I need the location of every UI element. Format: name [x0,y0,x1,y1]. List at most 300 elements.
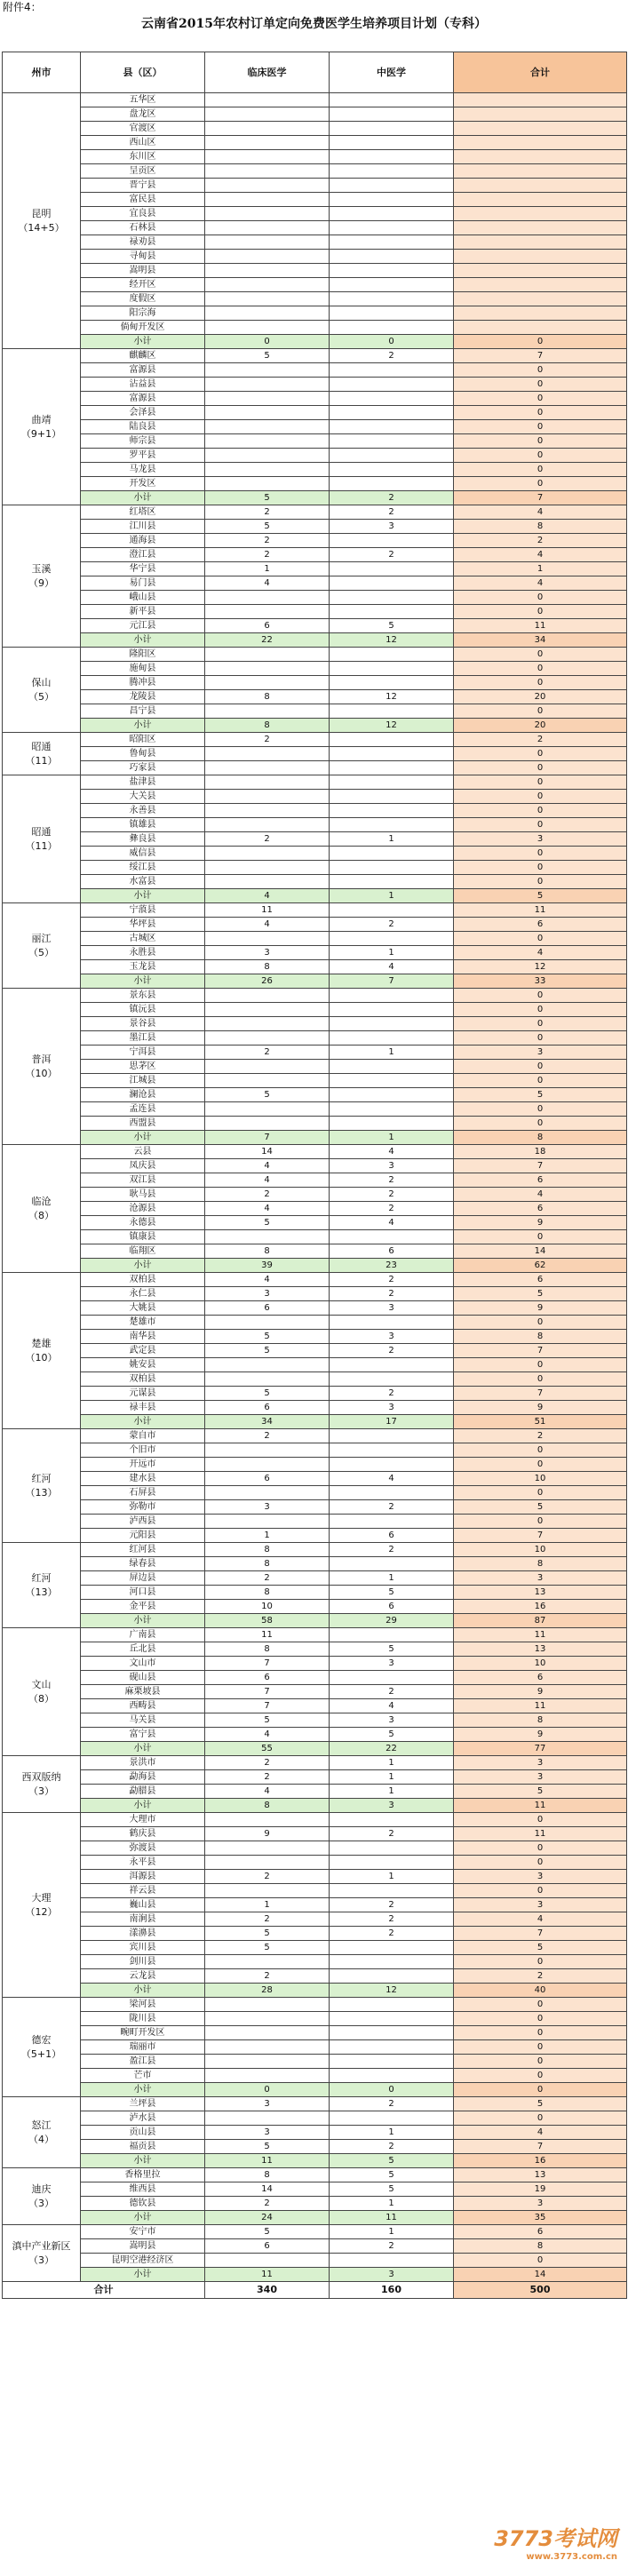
tcm-cell [330,250,454,264]
subtotal-row [3,2083,627,2097]
clinical-cell: 6 [205,2239,330,2254]
county-cell: 瑞丽市 [81,2040,205,2055]
subtotal-tcm: 2 [330,491,454,505]
total-cell: 5 [454,1785,627,1799]
tcm-cell: 2 [330,1912,454,1927]
subtotal-label: 小计 [81,1799,205,1813]
tcm-cell [330,733,454,747]
table-row [3,1941,627,1955]
county-cell: 龙陵县 [81,690,205,704]
clinical-cell [205,648,330,662]
county-cell: 金平县 [81,1600,205,1614]
total-cell: 3 [454,2197,627,2211]
table-row [3,576,627,591]
county-cell: 巍山县 [81,1898,205,1912]
clinical-cell: 8 [205,960,330,974]
table-row [3,1074,627,1088]
subtotal-tcm: 3 [330,2268,454,2282]
tcm-cell: 2 [330,1898,454,1912]
region-name: 普洱 [31,1053,52,1065]
total-cell: 5 [454,1500,627,1515]
county-cell: 弥勒市 [81,1500,205,1515]
total-cell: 0 [454,2055,627,2069]
subtotal-total: 8 [454,1131,627,1145]
county-cell: 泸水县 [81,2111,205,2126]
table-row [3,1244,627,1259]
tcm-cell [330,306,454,321]
total-cell: 0 [454,1372,627,1387]
clinical-cell: 5 [205,1088,330,1102]
grand-total-tcm: 160 [330,2282,454,2299]
table-row [3,1728,627,1742]
table-row [3,1500,627,1515]
county-cell: 孟连县 [81,1102,205,1117]
tcm-cell [330,264,454,278]
table-row [3,2069,627,2083]
county-cell: 五华区 [81,93,205,107]
tcm-cell [330,93,454,107]
table-row [3,1102,627,1117]
region-cell [3,1998,81,2097]
total-cell [454,321,627,335]
subtotal-total: 40 [454,1984,627,1998]
total-cell: 0 [454,1813,627,1827]
county-cell: 西畴县 [81,1699,205,1713]
county-cell: 永仁县 [81,1287,205,1301]
county-cell: 寻甸县 [81,250,205,264]
total-cell: 13 [454,1586,627,1600]
subtotal-tcm: 1 [330,1131,454,1145]
clinical-cell [205,1955,330,1969]
watermark-url: www.3773.com.cn [526,2552,617,2562]
county-cell: 东川区 [81,150,205,164]
table-row [3,605,627,619]
table-body [3,93,627,2299]
tcm-cell: 2 [330,918,454,932]
subtotal-clinical: 34 [205,1415,330,1429]
county-cell: 彝良县 [81,832,205,847]
region-cell [3,1813,81,1998]
tcm-cell [330,818,454,832]
county-cell: 开远市 [81,1458,205,1472]
tcm-cell: 4 [330,960,454,974]
subtotal-label: 小计 [81,889,205,903]
table-row [3,1216,627,1230]
table-row [3,918,627,932]
region-name: 丽江 [31,932,52,944]
table-row [3,2140,627,2154]
clinical-cell [205,932,330,946]
tcm-cell [330,122,454,136]
total-cell: 1 [454,562,627,576]
table-row [3,747,627,761]
clinical-cell [205,1998,330,2012]
county-cell: 临翔区 [81,1244,205,1259]
subtotal-total: 11 [454,1799,627,1813]
table-row [3,1955,627,1969]
table-row [3,2055,627,2069]
subtotal-clinical: 28 [205,1984,330,1998]
tcm-cell [330,292,454,306]
total-cell: 0 [454,1998,627,2012]
table-row [3,321,627,335]
county-cell: 德钦县 [81,2197,205,2211]
clinical-cell: 14 [205,1145,330,1159]
table-row [3,520,627,534]
tcm-cell [330,2111,454,2126]
clinical-cell [205,790,330,804]
county-cell: 芒市 [81,2069,205,2083]
county-cell: 墨江县 [81,1031,205,1046]
subtotal-label: 小计 [81,2154,205,2168]
region-name: 文山 [31,1678,52,1690]
subtotal-clinical: 39 [205,1259,330,1273]
county-cell: 元江县 [81,619,205,633]
total-cell: 0 [454,861,627,875]
total-cell: 11 [454,619,627,633]
tcm-cell [330,2055,454,2069]
county-cell: 晋宁县 [81,179,205,193]
total-cell: 14 [454,1244,627,1259]
county-cell: 陆良县 [81,420,205,434]
county-cell: 水富县 [81,875,205,889]
clinical-cell: 3 [205,2097,330,2111]
total-cell: 0 [454,804,627,818]
subtotal-total: 16 [454,2154,627,2168]
county-cell: 开发区 [81,477,205,491]
tcm-cell: 1 [330,946,454,960]
county-cell: 勐海县 [81,1770,205,1785]
clinical-cell [205,221,330,235]
column-header-clinical: 临床医学 [205,52,330,93]
tcm-cell: 2 [330,1685,454,1699]
tcm-cell [330,1003,454,1017]
table-row [3,1358,627,1372]
tcm-cell [330,932,454,946]
clinical-cell: 14 [205,2182,330,2197]
county-cell: 玉龙县 [81,960,205,974]
total-cell: 16 [454,1600,627,1614]
table-row [3,292,627,306]
total-cell: 12 [454,960,627,974]
table-row [3,264,627,278]
county-cell: 镇雄县 [81,818,205,832]
tcm-cell [330,107,454,122]
total-cell: 13 [454,2168,627,2182]
subtotal-tcm: 5 [330,2154,454,2168]
tcm-cell: 2 [330,2097,454,2111]
total-cell: 0 [454,591,627,605]
clinical-cell: 8 [205,1557,330,1571]
total-cell [454,264,627,278]
total-cell: 0 [454,1856,627,1870]
table-row [3,1443,627,1458]
subtotal-tcm: 0 [330,2083,454,2097]
subtotal-label: 小计 [81,491,205,505]
county-cell: 耿马县 [81,1188,205,1202]
tcm-cell: 1 [330,2126,454,2140]
table-row [3,548,627,562]
clinical-cell [205,93,330,107]
clinical-cell: 5 [205,520,330,534]
tcm-cell: 4 [330,1699,454,1713]
tcm-cell [330,576,454,591]
county-cell: 永德县 [81,1216,205,1230]
region-cell [3,93,81,349]
table-row [3,1429,627,1443]
subtotal-tcm: 23 [330,1259,454,1273]
tcm-cell: 5 [330,1586,454,1600]
subtotal-row [3,2268,627,2282]
table-row [3,1401,627,1415]
subtotal-total: 0 [454,2083,627,2097]
subtotal-tcm: 12 [330,719,454,733]
tcm-cell: 6 [330,1529,454,1543]
clinical-cell [205,2040,330,2055]
clinical-cell: 4 [205,1728,330,1742]
total-cell: 0 [454,704,627,719]
tcm-cell: 3 [330,1401,454,1415]
subtotal-total: 34 [454,633,627,648]
subtotal-tcm: 22 [330,1742,454,1756]
table-row [3,449,627,463]
region-quota: （9） [28,576,54,589]
tcm-cell [330,1372,454,1387]
county-cell: 永平县 [81,1856,205,1870]
clinical-cell [205,1102,330,1117]
total-cell: 0 [454,1841,627,1856]
table-row [3,832,627,847]
table-row [3,932,627,946]
county-cell: 禄丰县 [81,1401,205,1415]
total-cell: 4 [454,1188,627,1202]
tcm-cell [330,1088,454,1102]
total-cell: 8 [454,2239,627,2254]
tcm-cell: 5 [330,2168,454,2182]
table-row [3,1515,627,1529]
table-row [3,775,627,790]
subtotal-total: 87 [454,1614,627,1628]
attachment-label: 附件4： [3,1,42,13]
table-row [3,1543,627,1557]
tcm-cell [330,406,454,420]
county-cell: 砚山县 [81,1671,205,1685]
clinical-cell: 7 [205,1699,330,1713]
table-row [3,1387,627,1401]
total-cell [454,164,627,179]
clinical-cell: 10 [205,1600,330,1614]
total-cell: 0 [454,1884,627,1898]
tcm-cell [330,193,454,207]
subtotal-row [3,335,627,349]
table-row [3,1628,627,1642]
table-row [3,1472,627,1486]
clinical-cell [205,363,330,378]
total-cell: 11 [454,1628,627,1642]
clinical-cell: 4 [205,1273,330,1287]
clinical-cell [205,378,330,392]
table-row [3,1088,627,1102]
total-cell: 0 [454,406,627,420]
clinical-cell [205,306,330,321]
county-cell: 畹町开发区 [81,2026,205,2040]
county-cell: 建水县 [81,1472,205,1486]
county-cell: 昆明空港经济区 [81,2254,205,2268]
clinical-cell: 2 [205,1756,330,1770]
region-quota: （5） [28,946,54,958]
total-cell: 0 [454,378,627,392]
county-cell: 绿春县 [81,1557,205,1571]
county-cell: 马龙县 [81,463,205,477]
tcm-cell [330,1429,454,1443]
table-row [3,406,627,420]
subtotal-clinical: 4 [205,889,330,903]
subtotal-label: 小计 [81,335,205,349]
subtotal-label: 小计 [81,633,205,648]
clinical-cell: 5 [205,1713,330,1728]
county-cell: 景东县 [81,989,205,1003]
tcm-cell: 1 [330,1756,454,1770]
region-cell [3,505,81,648]
county-cell: 漾濞县 [81,1927,205,1941]
region-name: 昭通 [31,740,52,752]
total-cell [454,306,627,321]
tcm-cell [330,1316,454,1330]
total-cell: 0 [454,1443,627,1458]
clinical-cell: 4 [205,1173,330,1188]
table-row [3,1230,627,1244]
clinical-cell: 2 [205,534,330,548]
clinical-cell [205,150,330,164]
total-cell [454,278,627,292]
subtotal-label: 小计 [81,2268,205,2282]
county-cell: 罗平县 [81,449,205,463]
clinical-cell [205,392,330,406]
table-row [3,1657,627,1671]
table-row [3,363,627,378]
county-cell: 永胜县 [81,946,205,960]
table-row [3,107,627,122]
clinical-cell: 5 [205,1216,330,1230]
total-cell: 0 [454,1486,627,1500]
clinical-cell: 11 [205,903,330,918]
total-cell: 11 [454,1827,627,1841]
total-cell: 7 [454,1529,627,1543]
tcm-cell [330,1955,454,1969]
county-cell: 宾川县 [81,1941,205,1955]
tcm-cell: 2 [330,548,454,562]
total-cell: 6 [454,1173,627,1188]
subtotal-clinical: 8 [205,719,330,733]
region-cell [3,903,81,989]
subtotal-tcm: 3 [330,1799,454,1813]
total-cell [454,221,627,235]
tcm-cell: 5 [330,1728,454,1742]
county-cell: 勐腊县 [81,1785,205,1799]
tcm-cell [330,790,454,804]
clinical-cell [205,847,330,861]
clinical-cell [205,463,330,477]
county-cell: 鹤庆县 [81,1827,205,1841]
table-row [3,875,627,889]
region-quota: （8） [28,1692,54,1705]
total-cell: 3 [454,1756,627,1770]
clinical-cell [205,1117,330,1131]
clinical-cell [205,1884,330,1898]
total-cell: 0 [454,1358,627,1372]
total-cell: 0 [454,2254,627,2268]
clinical-cell [205,278,330,292]
region-quota: （10） [25,1351,58,1364]
table-row [3,903,627,918]
clinical-cell: 3 [205,946,330,960]
clinical-cell: 6 [205,1671,330,1685]
table-row [3,1344,627,1358]
table-row [3,1969,627,1984]
total-cell [454,250,627,264]
clinical-cell: 7 [205,1685,330,1699]
subtotal-row [3,1614,627,1628]
total-cell: 0 [454,1230,627,1244]
county-cell: 大姚县 [81,1301,205,1316]
tcm-cell [330,562,454,576]
tcm-cell [330,605,454,619]
subtotal-clinical: 55 [205,1742,330,1756]
county-cell: 昭阳区 [81,733,205,747]
county-cell: 兰坪县 [81,2097,205,2111]
total-cell: 0 [454,363,627,378]
clinical-cell: 5 [205,2225,330,2239]
total-cell: 3 [454,1870,627,1884]
clinical-cell: 2 [205,1046,330,1060]
table-row [3,1756,627,1770]
table-row [3,122,627,136]
county-cell: 沾益县 [81,378,205,392]
subtotal-label: 小计 [81,1614,205,1628]
clinical-cell [205,1372,330,1387]
table-row [3,847,627,861]
grand-total-clinical: 340 [205,2282,330,2299]
county-cell: 江城县 [81,1074,205,1088]
subtotal-clinical: 8 [205,1799,330,1813]
tcm-cell: 2 [330,1500,454,1515]
county-cell: 陇川县 [81,2012,205,2026]
clinical-cell: 2 [205,1429,330,1443]
total-cell: 0 [454,875,627,889]
subtotal-tcm: 1 [330,889,454,903]
clinical-cell [205,662,330,676]
region-quota: （12） [25,1905,58,1918]
county-cell: 峨山县 [81,591,205,605]
county-cell: 沧源县 [81,1202,205,1216]
table-row [3,349,627,363]
tcm-cell [330,1856,454,1870]
table-row [3,250,627,264]
subtotal-clinical: 7 [205,1131,330,1145]
tcm-cell: 2 [330,1173,454,1188]
county-cell: 大关县 [81,790,205,804]
table-row [3,648,627,662]
total-cell: 9 [454,1216,627,1230]
tcm-cell [330,1941,454,1955]
clinical-cell: 2 [205,1969,330,1984]
subtotal-tcm: 12 [330,1984,454,1998]
clinical-cell: 4 [205,918,330,932]
tcm-cell [330,847,454,861]
total-cell: 0 [454,1074,627,1088]
county-cell: 屏边县 [81,1571,205,1586]
total-cell: 0 [454,747,627,761]
